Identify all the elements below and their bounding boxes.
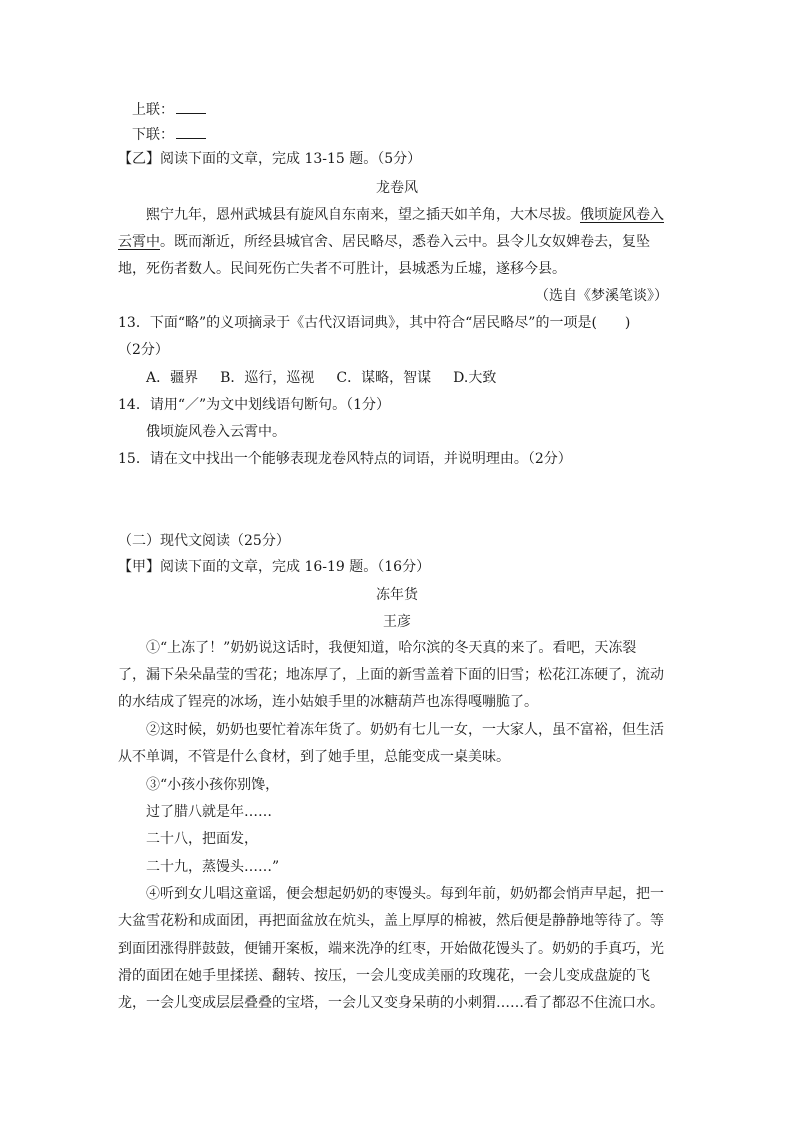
article-title: 冻年货 (376, 587, 418, 603)
option-a: A．疆界 (146, 370, 199, 386)
article-line-6: ③“小孩小孩你别馋， (146, 777, 280, 793)
lower-couplet-line (132, 124, 206, 145)
article-line-14: 龙，一会儿变成层层叠叠的宝塔，一会儿又变身呆萌的小刺猬……看了都忍不住流口水。 (118, 995, 664, 1011)
article-line-3: 的水结成了锃亮的冰场，连小姑娘手里的冰糖葫芦也冻得嘎嘣脆了。 (118, 694, 538, 710)
section-jia-header: 【甲】阅读下面的文章，完成 16-19 题。（16分） (118, 559, 431, 575)
article-line-7: 过了腊八就是年…… (146, 804, 272, 820)
question-13-text: 13．下面“略”的义项摘录于《古代汉语词典》，其中符合“居民略尽”的一项是( (118, 315, 597, 331)
passage-yi-line-3: 地，死伤者数人。民间死伤亡失者不可胜计，县城悉为丘墟，遂移今县。 (118, 261, 566, 277)
article-line-2: 了，漏下朵朵晶莹的雪花；地冻厚了，上面的新雪盖着下面的旧雪；松花江冻硬了，流动 (118, 667, 664, 683)
article-line-12: 到面团涨得胖鼓鼓，便铺开案板，端来洗净的红枣，开始做花馒头了。奶奶的手真巧，光 (118, 941, 664, 957)
lower-couplet-blank (176, 124, 206, 139)
passage-yi-underlined-part-1: 俄顷旋风卷入 (580, 207, 664, 223)
question-13-options (146, 368, 518, 388)
option-b: B．巡行，巡视 (220, 370, 315, 386)
lower-couplet-label: 下联： (132, 127, 174, 143)
passage-yi-underlined-part-2: 云霄中 (118, 234, 160, 250)
option-d: D.大致 (453, 370, 497, 386)
option-c: C．谋略，智谋 (336, 370, 432, 386)
section-two-header: （二）现代文阅读（25分） (118, 533, 290, 549)
upper-couplet-label: 上联： (132, 102, 174, 118)
article-author: 王彦 (383, 614, 411, 630)
passage-yi-line-2 (118, 232, 650, 252)
article-line-5: 从不单调，不管是什么食材，到了她手里，总能变成一桌美味。 (118, 749, 510, 765)
question-14-sentence: 俄顷旋风卷入云霄中。 (146, 424, 286, 440)
question-14: 14．请用“／”为文中划线语句断句。（1分） (118, 397, 391, 413)
section-yi-title: 龙卷风 (376, 180, 418, 196)
question-13-close-bracket: ) (624, 315, 631, 331)
article-line-8: 二十八，把面发， (146, 831, 258, 847)
article-line-10: ④听到女儿唱这童谣，便会想起奶奶的枣馒头。每到年前，奶奶都会悄声早起，把一 (146, 886, 664, 902)
passage-yi-source: （选自《梦溪笔谈》） (535, 288, 668, 304)
article-line-11: 大盆雪花粉和成面团，再把面盆放在炕头，盖上厚厚的棉被，然后便是静静地等待了。等 (118, 913, 664, 929)
question-13-line-2: （2分） (118, 342, 169, 358)
article-line-1: ①“上冻了！”奶奶说这话时，我便知道，哈尔滨的冬天真的来了。看吧，天冻裂 (146, 640, 637, 656)
question-13-line-1 (118, 313, 630, 333)
upper-couplet-line (132, 99, 206, 120)
upper-couplet-blank (176, 99, 206, 114)
article-line-13: 滑的面团在她手里揉搓、翻转、按压，一会儿变成美丽的玫瑰花，一会儿变成盘旋的飞 (118, 968, 650, 984)
passage-yi-line-2-plain: 。既而渐近，所经县城官舍、居民略尽，悉卷入云中。县令儿女奴婢卷去，复坠 (160, 234, 650, 250)
passage-yi-line-1 (146, 205, 664, 225)
question-15: 15．请在文中找出一个能够表现龙卷风特点的词语，并说明理由。（2分） (118, 451, 572, 467)
passage-yi-line-1-plain: 熙宁九年，恩州武城县有旋风自东南来，望之插天如羊角，大木尽拔。 (146, 207, 580, 223)
article-line-9: 二十九，蒸馒头……” (146, 859, 280, 875)
article-line-4: ②这时候，奶奶也要忙着冻年货了。奶奶有七儿一女，一大家人，虽不富裕，但生活 (146, 722, 664, 738)
section-yi-header: 【乙】阅读下面的文章，完成 13-15 题。（5分） (118, 151, 422, 167)
